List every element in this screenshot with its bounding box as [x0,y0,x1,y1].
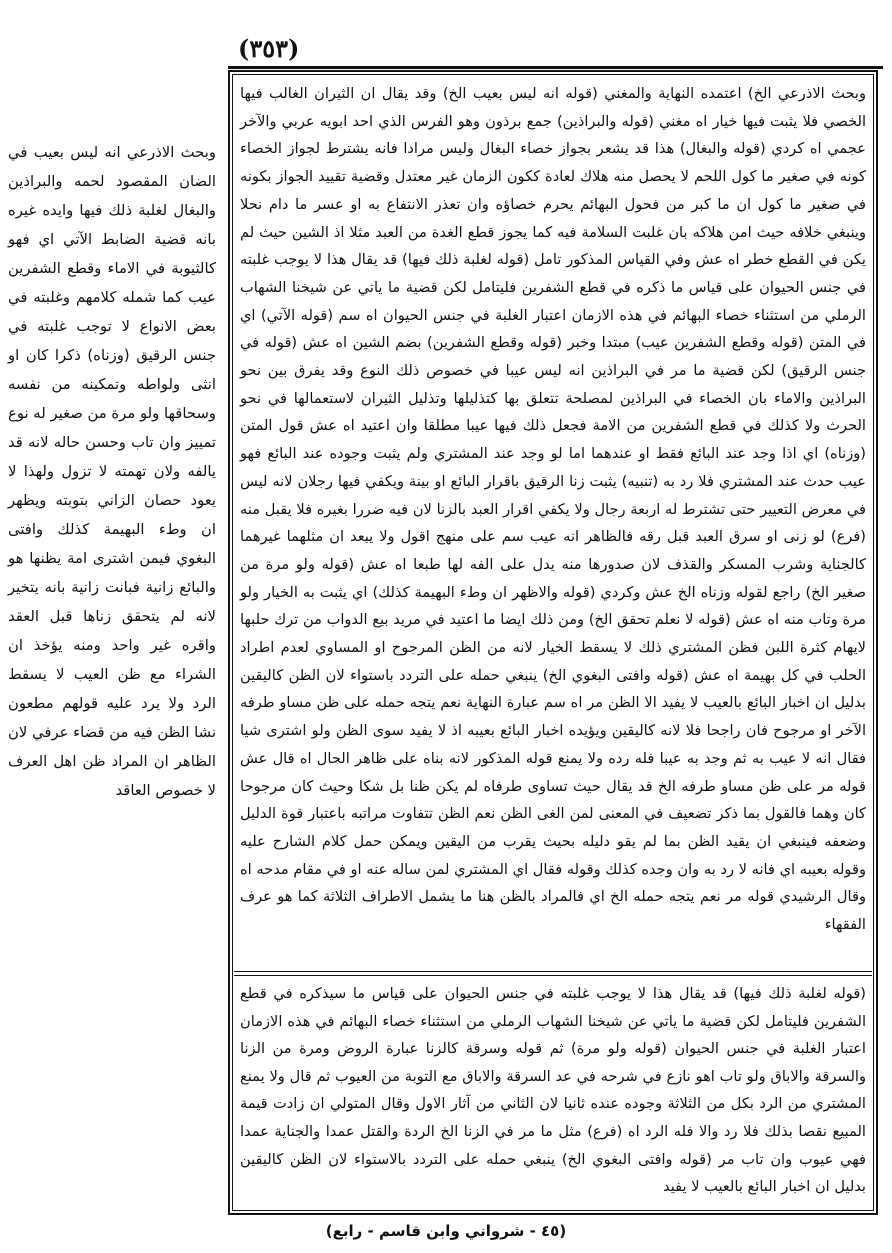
lower-commentary-text: (قوله لغلبة ذلك فيها) قد يقال هذا لا يوجب غلبته في جنس الحيوان على قياس ما سيذكره في قطع الشفرين فليتامل لكن قضية ما ياتي عن شيخنا الشهاب الرملي من استثناء خصاء البهائم في هذه الازمان اعتبار الغلبة في جنس الحيوان (قوله ولو مرة) ثم قوله وسرقة كالزنا عبارة الروض ومرة من الزنا والسرقة والاباق ولو تاب اهو نازع في شرحه في عد السرقة والاباق مع التوبة من العيوب ثم قال ولا يمنع المشتري من الرد بكل من الثلاثة وجوده عنده ثانيا لان الثاني من آثار الاول وقال المتولي ان زادت قيمة المبيع نقصا بذلك فلا رد والا فله الرد اه (فرع) مثل ما مر في الزنا الخ الردة والقتل عمدا والجناية عمدا فهي عيوب وان تاب مر (قوله وافتى البغوي الخ) ينبغي حمله على التردد بالاستواء لان الظن كاليقين بدليل ان اخبار البائع بالعيب لا يفيد [240,985,866,1196]
section-separator [234,971,872,972]
margin-matn-text: وبحث الاذرعي انه ليس بعيب في الضان المقصود لحمه والبراذين والبغال لغلبة ذلك فيها وايده غيره بانه قضية الضابط الآتي اي فهو كالثيوبة في الاماء وقطع الشفرين عيب كما شمله كلامهم وغلبته في بعض الانواع لا توجب غلبته في جنس الرقيق (وزناه) ذكرا كان او انثى ولواطه وتمكينه من نفسه وسحاقها ولو مرة من صغير له نوع تمييز وان تاب وحسن حاله لانه قد يالفه ولان تهمته لا تزول ولهذا لا يعود حصان الزاني بتوبته ويظهر ان وطء البهيمة كذلك وافتى البغوي فيمن اشترى امة يظنها هو والبائع زانية فبانت زانية بانه يتخير لانه لم يتحقق زناها قبل العقد واقره غير واحد ومنه يؤخذ ان الشراء مع ظن العيب لا يسقط الرد ولا يرد عليه قولهم مطعون نشا الظن فيه من قضاء عرفي لان الظاهر ان المراد ظن اهل العرف لا خصوص العاقد [8,144,216,799]
main-commentary-text: وبحث الاذرعي الخ) اعتمده النهاية والمغني (قوله انه ليس بعيب الخ) وقد يقال ان الثيران الغالب فيها الخصي فلا يثبت فيها خيار اه مغني (قوله والبراذين) جمع برذون وهو الفرس الذي احد ابويه عربي والآخر عجمي اه كردي (قوله والبغال) هذا قد يشعر بجواز خصاء البغال وليس مرادا فانه يشترط لجواز الخصاء كونه في صغير ما كول اللحم لا يحصل منه هلاك لعادة ككون الزمان غير معتدل وقضية تقييد الجواز بكونه في صغير ما كول ان ما كبر من فحول البهائم يحرم خصاؤه وان تعذر الانتفاع به او عسر ما دام نحلا وينبغي خلافه حيث امن هلاكه بان غلبت السلامة فيه كما يجوز قطع الغدة من العبد مثلا اذ الشين حيث لم يكن في القطع خطر اه عش وفي القياس المذكور تامل (قوله لغلبة ذلك فيها) قد يقال هذا لا يوجب غلبته في جنس الحيوان على قياس ما ذكره في قطع الشفرين فليتامل لكن قضية ما ياتي عن شيخنا الشهاب الرملي من استثناء خصاء البهائم في هذه الازمان اعتبار الغلبة في جنس الحيوان اه سم (قوله الآتي) اي في المتن (قوله وقطع الشفرين عيب) مبتدا وخبر (قوله وقطع الشفرين) بضم الشين اه عش (قوله في جنس الرقيق) لكن قضية ما مر في البراذين انه ليس عيبا في خصوص ذلك النوع وقد يفرق بين نحو البراذين والاماء بان الخصاء في البراذين لمصلحة تتعلق بها كتذليلها وتذليل الثيران لاستعمالها في نحو الحرث ولا كذلك في قطع الشفرين من الامة فجعل ذلك فيها عيبا مطلقا وان اعتيد اه عش قول المتن (وزناه) اي اذا وجد عند البائع فقط او عندهما اما لو وجد عند المشتري ولم يثبت وجوده عند البائع فهو عيب حدث عند المشتري فلا رد به (تنبيه) يثبت زنا الرقيق باقرار البائع او بينة ويكفي فيها رجلان لانه ليس في معرض التعيير حتى تشترط له اربعة رجال ولا يكفي اقرار العبد بالزنا لان فيه ضررا بغيره فلا يقبل منه (فرع) لو زنى او سرق العبد قبل رقه فالظاهر انه عيب سم على منهج اقول ولا يبعد ان مثلهما غيرهما كالجناية وشرب المسكر والقذف لان صدورها منه يدل على الفه لها طبعا اه عش (قوله ولو مرة من صغير الخ) راجع لقوله وزناه الخ عش وكردي (قوله والاظهر ان وطء البهيمة كذلك) اي يثبت به الخيار ولو مرة وتاب منه اه عش (قوله لا نعلم تحقق الخ) ومن ذلك ايضا ما اعتيد في مريد بيع الدواب من ترك حلبها لايهام كثرة اللبن فظن المشتري ذلك لا يسقط الخيار لانه من الظن المرجوح او المساوي لعدم اطراد الحلب في كل بهيمة اه عش (قوله وافتى البغوي الخ) ينبغي حمله على التردد باستواء لان الظن كاليقين بدليل ان اخبار البائع بالعيب لا يفيد الا الظن مر اه سم عبارة النهاية نعم يتجه حمله على ظن مساو طرفه الآخر او مرجوح فان راجحا فلا لانه كاليقين ويؤيده اخبار البائع بعيبه اذ لا يفيد سوى الظن ولو اشترى شيا فقال انه لا عيب به ثم وجد به عيبا فله رده ولا يمنع قوله المذكور لانه بناه على ظاهر الحال اه قال عش قوله مر على ظن مساو طرفه الخ قد يقال حيث تساوى طرفاه لم يكن ظنا بل شكا وحيث كان مرجوحا كان وهما فالقول بما ذكر تضعيف في المعنى لمن الغى الظن نعم الظن تتفاوت مراتبه باعتبار قوة الدليل وضعفه فينبغي ان يقيد الظن بما لم يقو دليله بحيث يقرب من اليقين ويمكن حمل كلام الشارح عليه وقوله بعيبه اي فانه لا رد به وان وجده كذلك وقوله فقال اي المشتري لمن ساله عنه او في مقام مدحه اه وقال الرشيدي قوله مر نعم يتجه حمله الخ اي فالمراد بالظن هنا ما يشمل الاطراف الثلاثة كما هو عرف الفقهاء [240,85,866,934]
page-number: (٣٥٣) [238,34,300,63]
section-separator [234,975,872,976]
footer-signature: (٤٥ - شرواني وابن قاسم - رابع) [325,1222,567,1240]
top-rule [228,66,883,69]
